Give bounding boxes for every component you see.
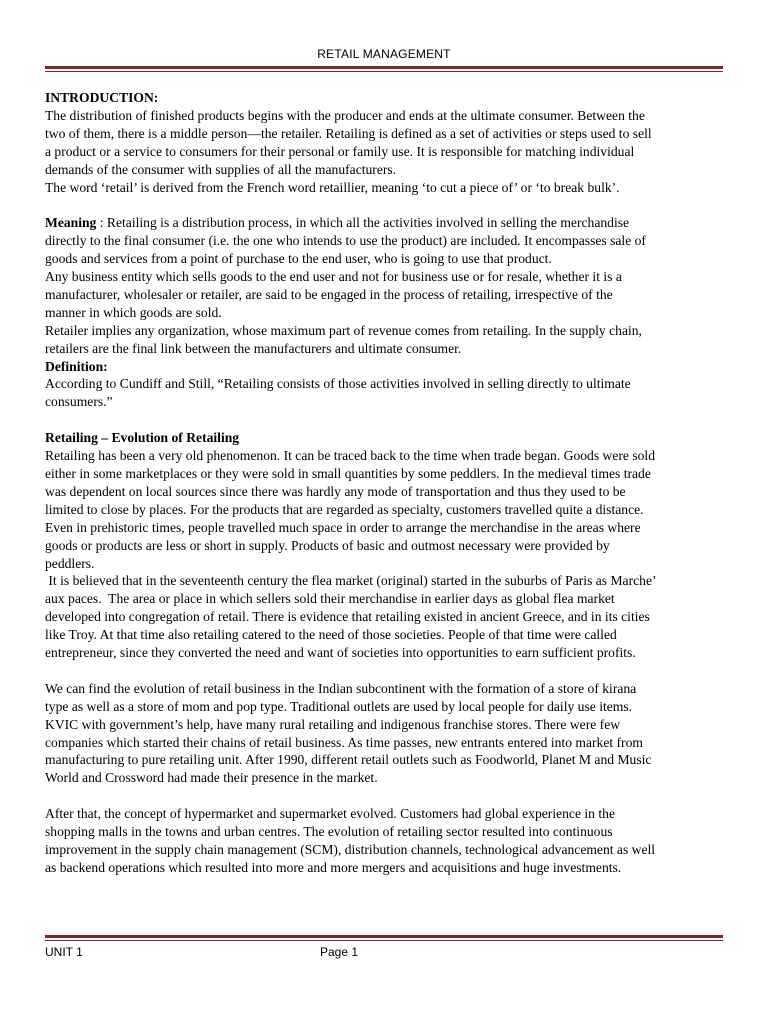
footer-rule-thin (45, 940, 723, 941)
intro-line: demands of the consumer with supplies of all the manufacturers. (45, 161, 397, 177)
evolution-line: entrepreneur, since they converted the need and want of societies into opportunities to earn sufficient profits. (45, 645, 636, 661)
meaning-line: goods and services from a point of purchase to the end user, who is going to use that product. (45, 251, 552, 267)
meaning-label: Meaning (45, 215, 97, 231)
footer-unit: UNIT 1 (45, 945, 83, 959)
footer-rule-thick (45, 935, 723, 938)
intro-line: two of them, there is a middle person—the retailer. Retailing is defined as a set of activities or steps used to sell (45, 125, 652, 141)
meaning-line: retailers are the final link between the manufacturers and ultimate consumer. (45, 340, 462, 356)
evolution-line: developed into congregation of retail. There is evidence that retailing existed in ancient Greece, and in its cities (45, 609, 650, 625)
meaning-line: : Retailing is a distribution process, in which all the activities involved in selling the merchandise (96, 215, 630, 231)
intro-heading: INTRODUCTION: (45, 90, 159, 105)
evolution-line: Even in prehistoric times, people travelled much space in order to arrange the merchandise in the areas where (45, 519, 641, 535)
evolution-line: aux paces. The area or place in which sellers sold their merchandise in earlier days as global flea market (45, 591, 615, 607)
definition-line: According to Cundiff and Still, “Retailing consists of those activities involved in selling directly to ultimate (45, 376, 631, 392)
evolution-line: Retailing has been a very old phenomenon. It can be traced back to the time when trade began. Goods were sold (45, 448, 655, 464)
meaning-line: manner in which goods are sold. (45, 304, 222, 320)
meaning-line: Retailer implies any organization, whose maximum part of revenue comes from retailing. In the supply chain, (45, 322, 642, 338)
evolution-line: like Troy. At that time also retailing catered to the need of those societies. People of that time were called (45, 627, 617, 643)
meaning-line: directly to the final consumer (i.e. the one who intends to use the product) are included. It encompasses sale of (45, 233, 646, 249)
intro-line: a product or a service to consumers for their personal or family use. It is responsible for matching individual (45, 143, 635, 159)
evolution-line: shopping malls in the towns and urban centres. The evolution of retailing sector resulted into continuous (45, 824, 613, 840)
evolution-line: was dependent on local sources since there was hardly any mode of transportation and thus they used to be (45, 483, 626, 499)
evolution-line: manufacturing to pure retailing unit. After 1990, different retail outlets such as Foodworld, Planet M and Music (45, 752, 652, 768)
evolution-line: It is believed that in the seventeenth century the flea market (original) started in the suburbs of Paris as Marche’ (45, 573, 657, 589)
footer-page-number: Page 1 (320, 945, 359, 959)
evolution-line: type as well as a store of mom and pop type. Traditional outlets are used by local people for daily use items. (45, 698, 633, 714)
meaning-line: manufacturer, wholesaler or retailer, are said to be engaged in the process of retailing, irrespective of the (45, 286, 613, 302)
definition-heading: Definition: (45, 358, 108, 374)
intro-line: The distribution of finished products begins with the producer and ends at the ultimate consumer. Between the (45, 107, 645, 123)
evolution-line: improvement in the supply chain management (SCM), distribution channels, technological advancement as well (45, 842, 656, 857)
evolution-line: either in some marketplaces or they were sold in small quantities by some peddlers. In the medieval times trade (45, 466, 651, 481)
header-title: RETAIL MANAGEMENT (317, 47, 451, 61)
header-rule-thin (45, 71, 723, 72)
evolution-line: We can find the evolution of retail business in the Indian subcontinent with the formation of a store of kirana (45, 680, 637, 696)
definition-line: consumers.” (45, 394, 113, 410)
intro-line: The word ‘retail’ is derived from the French word retaillier, meaning ‘to cut a piece of’ or ‘to break bulk’. (45, 179, 620, 195)
evolution-line: After that, the concept of hypermarket and supermarket evolved. Customers had global experience in the (45, 806, 615, 822)
evolution-line: limited to close by places. For the products that are regarded as specialty, customers travelled quite a distance. (45, 501, 644, 517)
evolution-line: companies which started their chains of retail business. As time passes, new entrants entered into market from (45, 734, 643, 750)
evolution-line: peddlers. (45, 555, 95, 571)
header-rule-thick (45, 66, 723, 69)
evolution-line: as backend operations which resulted into more and more mergers and acquisitions and huge investments. (45, 859, 622, 875)
evolution-line: KVIC with government’s help, have many rural retailing and indigenous franchise stores. There were few (45, 716, 621, 732)
evolution-heading: Retailing – Evolution of Retailing (45, 430, 240, 446)
evolution-line: goods or products are less or short in supply. Products of basic and outmost necessary were provided by (45, 537, 610, 553)
meaning-line: Any business entity which sells goods to the end user and not for business use or for resale, whether it is a (45, 269, 622, 285)
evolution-line: World and Crossword had made their presence in the market. (45, 770, 378, 786)
document-body (45, 89, 725, 877)
